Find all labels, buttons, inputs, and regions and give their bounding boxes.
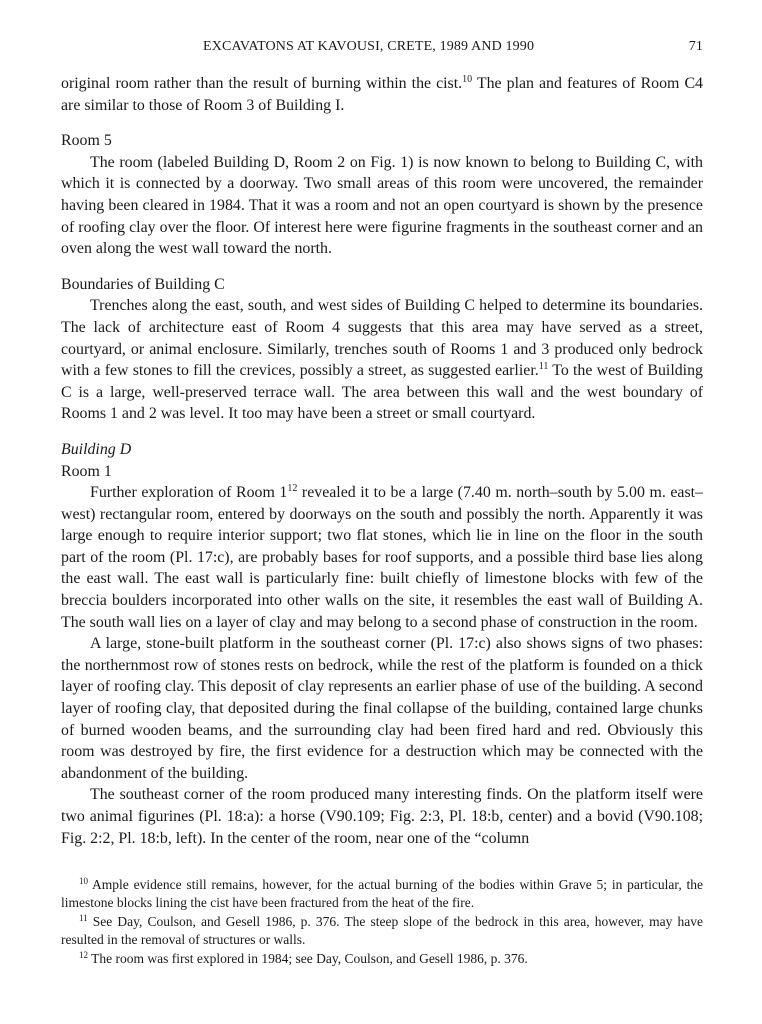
footnote-10 (61, 876, 703, 913)
footnote-text: Ample evidence still remains, however, for the actual burning of the bodies within Grave 5; in particular, the limestone blocks lining the cist have been fractured from the heat of the fire. (61, 877, 703, 911)
footnote-number: 12 (79, 949, 88, 960)
paragraph-text: To the west of Building C is a large, well-preserved terrace wall. The area between this wall and the west boundary of Rooms 1 and 2 was level. It too may have been a street or small courtyard. (61, 362, 703, 423)
footnotes (61, 876, 703, 968)
footnote-text: The room was first explored in 1984; see Day, Coulson, and Gesell 1986, p. 376. (88, 950, 528, 966)
paragraph (61, 295, 703, 425)
paragraph (61, 482, 703, 633)
paragraph: The room (labeled Building D, Room 2 on Fig. 1) is now known to belong to Building C, with which it is connected by a doorway. Two small areas of this room were uncovered, the remainder having been cleared in 1984. That it was a room and not an open courtyard is shown by the presence of roofing clay over the floor. Of interest here were figurine fragments in the southeast corner and an oven along the west wall toward the north. (61, 153, 703, 258)
paragraph-text: The plan and features of Room C4 are similar to those of Room 3 of Building I. (61, 75, 703, 114)
footnote-number: 10 (79, 876, 88, 886)
footnote-number: 11 (79, 912, 88, 923)
paragraph-text: Trenches along the east, south, and west sides of Building C helped to determine its boundaries. The lack of architecture east of Room 4 suggests that this area may have served as a street, courtyard, or animal enclosure. Similarly, trenches south of Rooms 1 and 3 produced only bedrock with a few stones to fill the crevices, possibly a street, as suggested earlier. (61, 297, 703, 380)
subheading-room-5: Room 5 (61, 132, 112, 150)
paragraph: The southeast corner of the room produced many interesting finds. On the platform itself were two animal figurines (Pl. 18:a): a horse (V90.109; Fig. 2:3, Pl. 18:b, center) and a bovid (V90.108; Fig. 2:2, Pl. 18:b, left). In the center of the room, near one of the “column (61, 786, 703, 847)
page-number: 71 (688, 39, 703, 54)
subheading-room-1: Room 1 (61, 462, 112, 480)
footnote-ref-10[interactable]: 10 (462, 74, 473, 85)
paragraph-text: original room rather than the result of burning within the cist. (61, 75, 463, 92)
footnote-text: See Day, Coulson, and Gesell 1986, p. 376. The steep slope of the bedrock in this area, however, may have resulted in the removal of structures or walls. (61, 913, 703, 948)
running-title: EXCAVATONS AT KAVOUSI, CRETE, 1989 AND 1990 (203, 39, 535, 54)
paragraph (61, 73, 703, 116)
body-text (61, 73, 703, 849)
paragraph-text: revealed it to be a large (7.40 m. north–south by 5.00 m. east–west) rectangular room, entered by doorways on the south and possibly the north. Apparently it was large enough to require interior support; two flat stones, which lie in line on the floor in the south part of the room (Pl. 17:c), are probably bases for roof supports, and a possible third base lies along the east wall. The east wall is particularly fine: built chiefly of limestone blocks with few of the breccia boulders incorporated into other walls on the site, it resembles the east wall of Building A. The south wall lies on a layer of clay and may belong to a second phase of construction in the room. (61, 484, 703, 631)
paragraph-text: Further exploration of Room 1 (90, 484, 288, 502)
footnote-ref-12[interactable]: 12 (287, 483, 298, 495)
footnote-ref-11[interactable]: 11 (538, 361, 549, 373)
footnote-11 (61, 913, 703, 950)
section-heading-building-d: Building D (61, 440, 132, 458)
running-header (61, 36, 703, 56)
footnote-12 (61, 950, 703, 968)
paragraph: A large, stone-built platform in the southeast corner (Pl. 17:c) also shows signs of two phases: the northernmost row of stones rests on bedrock, while the rest of the platform is founded on a thick layer of roofing clay. This deposit of clay represents an earlier phase of use of the building. A second layer of roofing clay, that deposited during the final collapse of the building, contained large chunks of burned wooden beams, and the surrounding clay had been fired hard and red. Obviously this room was destroyed by fire, the first evidence for a destruction which may be connected with the abandonment of the building. (61, 635, 703, 782)
subheading-boundaries: Boundaries of Building C (61, 275, 225, 293)
